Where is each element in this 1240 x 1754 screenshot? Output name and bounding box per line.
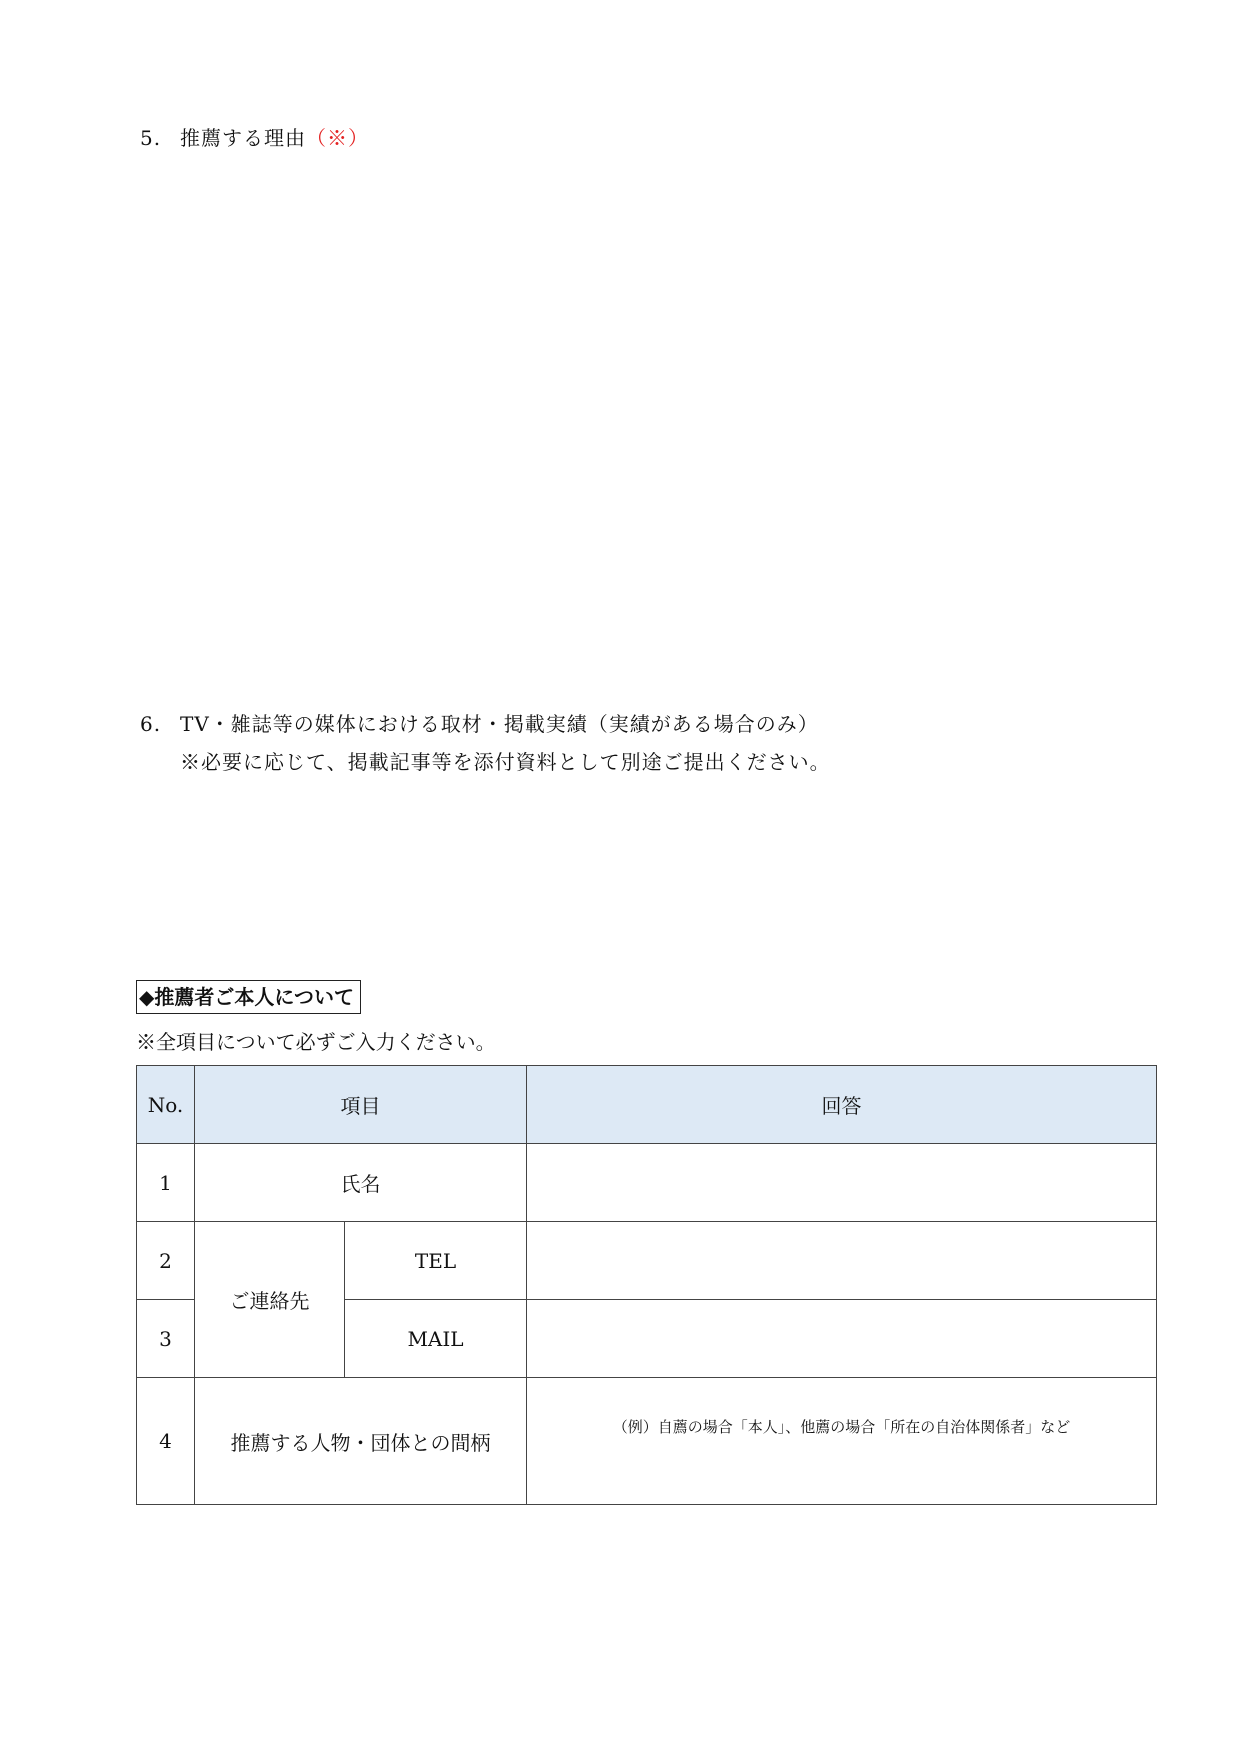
section5-number: 5.: [140, 126, 162, 150]
section6-title: TV・雑誌等の媒体における取材・掲載実績（実績がある場合のみ）: [180, 712, 819, 736]
header-no: No.: [137, 1066, 195, 1144]
row-item-relationship: 推薦する人物・団体との間柄: [195, 1378, 527, 1505]
section5-heading: [140, 122, 369, 151]
row-subitem-tel: TEL: [345, 1222, 527, 1300]
answer-mail-field[interactable]: [527, 1300, 1157, 1378]
section5-title: 推薦する理由: [180, 126, 306, 150]
required-mark: （※）: [306, 126, 369, 150]
header-answer: 回答: [527, 1066, 1157, 1144]
row-number: 4: [137, 1378, 195, 1505]
header-item: 項目: [195, 1066, 527, 1144]
row-subitem-mail: MAIL: [345, 1300, 527, 1378]
row-number: 2: [137, 1222, 195, 1300]
table-header-row: [137, 1066, 1157, 1144]
row-number: 1: [137, 1144, 195, 1222]
recommender-instruction: ※全項目について必ずご入力ください。: [136, 1030, 496, 1054]
section6-note: ※必要に応じて、掲載記事等を添付資料として別途ご提出ください。: [180, 750, 831, 774]
answer-relationship-field[interactable]: （例）自薦の場合「本人」、他薦の場合「所在の自治体関係者」など: [527, 1378, 1157, 1505]
row-item-contact: ご連絡先: [195, 1222, 345, 1378]
table-row: [137, 1222, 1157, 1300]
recommender-table: [136, 1065, 1157, 1505]
answer-name-field[interactable]: [527, 1144, 1157, 1222]
row-item-name: 氏名: [195, 1144, 527, 1222]
table-row: [137, 1378, 1157, 1505]
recommender-heading: ◆推薦者ご本人について: [136, 980, 361, 1014]
answer-tel-field[interactable]: [527, 1222, 1157, 1300]
section6-number: 6.: [140, 712, 162, 736]
row-number: 3: [137, 1300, 195, 1378]
table-row: [137, 1144, 1157, 1222]
section6-heading: [140, 708, 819, 737]
